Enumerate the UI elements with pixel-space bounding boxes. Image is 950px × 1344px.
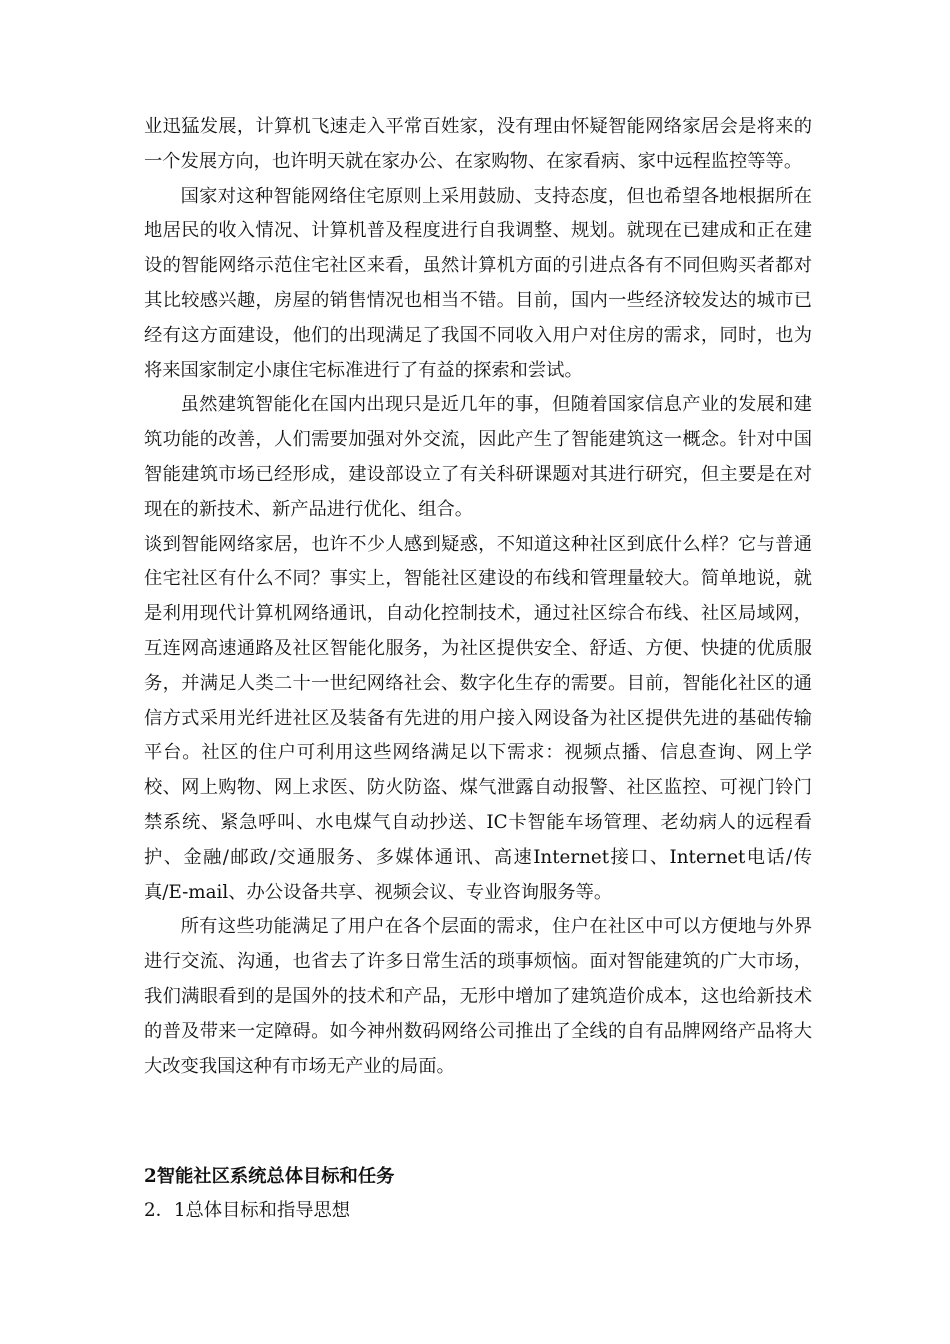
section-block	[144, 1160, 812, 1228]
paragraph-smart-home-services: 谈到智能网络家居，也许不少人感到疑惑，不知道这种社区到底什么样？它与普通住宅社区有什么不同？事实上，智能社区建设的布线和管理量较大。简单地说，就是利用现代计算机网络通讯，自动化控制技术，通过社区综合布线、社区局域网，互连网高速通路及社区智能化服务，为社区提供安全、舒适、方便、快捷的优质服务，并满足人类二十一世纪网络社会、数字化生存的需要。目前，智能化社区的通信方式采用光纤进社区及装备有先进的用户接入网设备为社区提供先进的基础传输平台。社区的住户可利用这些网络满足以下需求：视频点播、信息查询、网上学校、网上购物、网上求医、防火防盗、煤气泄露自动报警、社区监控、可视门铃门禁系统、紧急呼叫、水电煤气自动抄送、IC卡智能车场管理、老幼病人的远程看护、金融/邮政/交通服务、多媒体通讯、高速Internet接口、Internet电话/传真/E-mail、办公设备共享、视频会议、专业咨询服务等。	[144, 533, 812, 903]
body-text	[144, 110, 812, 1084]
section-heading: 2智能社区系统总体目标和任务	[144, 1166, 395, 1187]
subsection-heading: 2．1总体目标和指导思想	[144, 1200, 351, 1221]
paragraph-intelligent-building: 虽然建筑智能化在国内出现只是近几年的事，但随着国家信息产业的发展和建筑功能的改善，人们需要加强对外交流，因此产生了智能建筑这一概念。针对中国智能建筑市场已经形成，建设部设立了有关科研课题对其进行研究，但主要是在对现在的新技术、新产品进行优化、组合。	[144, 394, 812, 520]
paragraph-continuation: 业迅猛发展，计算机飞速走入平常百姓家，没有理由怀疑智能网络家居会是将来的一个发展方向，也许明天就在家办公、在家购物、在家看病、家中远程监控等等。	[144, 116, 812, 172]
paragraph-market: 所有这些功能满足了用户在各个层面的需求，住户在社区中可以方便地与外界进行交流、沟通，也省去了许多日常生活的琐事烦恼。面对智能建筑的广大市场，我们满眼看到的是国外的技术和产品，无形中增加了建筑造价成本，这也给新技术的普及带来一定障碍。如今神州数码网络公司推出了全线的自有品牌网络产品将大大改变我国这种有市场无产业的局面。	[144, 916, 812, 1077]
paragraph-national-policy: 国家对这种智能网络住宅原则上采用鼓励、支持态度，但也希望各地根据所在地居民的收入情况、计算机普及程度进行自我调整、规划。就现在已建成和正在建设的智能网络示范住宅社区来看，虽然计算机方面的引进点各有不同但购买者都对其比较感兴趣，房屋的销售情况也相当不错。目前，国内一些经济较发达的城市已经有这方面建设，他们的出现满足了我国不同收入用户对住房的需求，同时，也为将来国家制定小康住宅标准进行了有益的探索和尝试。	[144, 185, 812, 381]
